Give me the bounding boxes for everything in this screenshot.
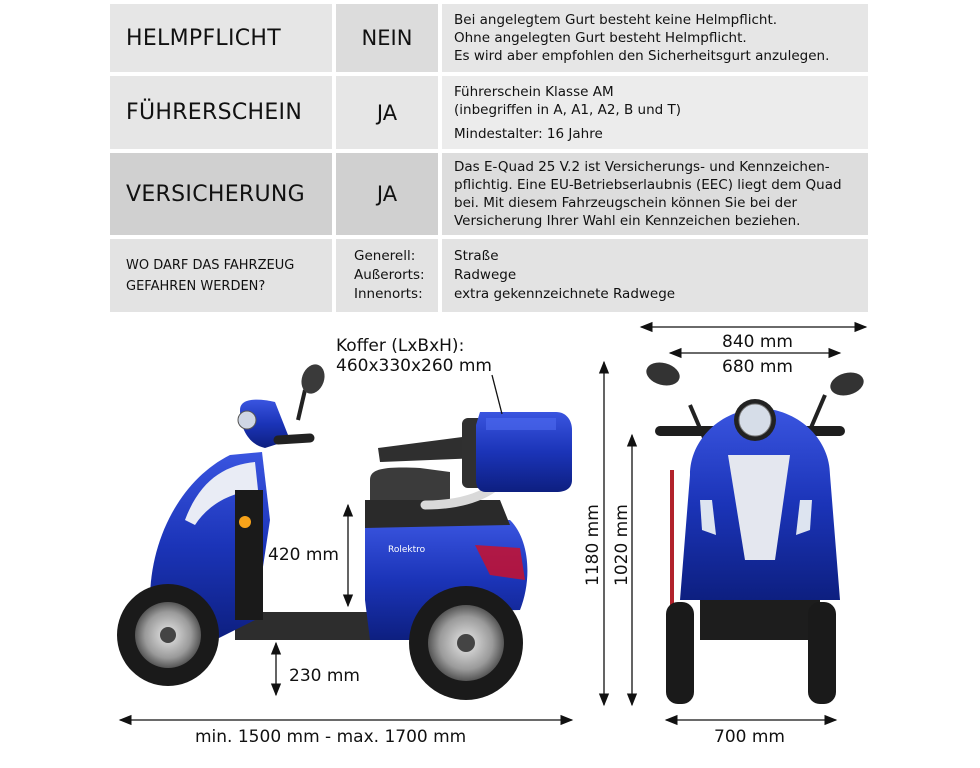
row-value: JA bbox=[376, 182, 398, 206]
row-label: HELMPFLICHT bbox=[126, 25, 281, 51]
front-view-vehicle bbox=[644, 359, 867, 704]
case-dimension-label: Koffer (LxBxH): bbox=[336, 336, 465, 356]
row-description-line: Ohne angelegten Gurt besteht Helmpflicht. bbox=[454, 30, 747, 46]
ground-clearance-label: 230 mm bbox=[289, 666, 360, 686]
right-mirror bbox=[828, 369, 867, 399]
side-rear-wheel bbox=[409, 586, 523, 700]
side-view-vehicle bbox=[117, 361, 572, 700]
row-description-line: bei. Mit diesem Fahrzeugschein können Sie bei der bbox=[454, 195, 798, 211]
row-description-line: Bei angelegtem Gurt besteht keine Helmpflicht. bbox=[454, 12, 778, 28]
side-front-wheel bbox=[117, 584, 219, 686]
left-mirror bbox=[644, 359, 683, 389]
where-area: Generell: bbox=[354, 248, 416, 264]
where-area: Außerorts: bbox=[354, 267, 425, 283]
mirror-height-label: 1020 mm bbox=[612, 504, 632, 586]
row-label: VERSICHERUNG bbox=[126, 181, 305, 207]
front-right-wheel bbox=[808, 602, 836, 704]
seat-height-label: 420 mm bbox=[268, 545, 339, 565]
row-label: FÜHRERSCHEIN bbox=[126, 100, 303, 125]
front-headlight bbox=[739, 404, 771, 436]
front-bumper bbox=[700, 600, 820, 640]
row-description-line: pflichtig. Eine EU-Betriebserlaubnis (EEC) liegt dem Quad bbox=[454, 177, 842, 193]
mirror-width-label: 840 mm bbox=[722, 332, 793, 352]
track-width-label: 700 mm bbox=[714, 727, 785, 747]
seat-cushion bbox=[370, 468, 450, 501]
length-label: min. 1500 mm - max. 1700 mm bbox=[195, 727, 467, 747]
where-road: extra gekennzeichnete Radwege bbox=[454, 286, 676, 302]
where-road: Straße bbox=[454, 248, 499, 264]
where-area: Innenorts: bbox=[354, 286, 423, 302]
front-left-wheel bbox=[666, 602, 694, 704]
steering-column bbox=[235, 490, 263, 620]
where-label-line: GEFAHREN WERDEN? bbox=[126, 278, 266, 294]
row-description-line: Versicherung Ihrer Wahl ein Kennzeichen beziehen. bbox=[454, 213, 801, 229]
mirror bbox=[298, 361, 329, 397]
brand-logo: Rolektro bbox=[388, 545, 426, 555]
row-description-line: Das E-Quad 25 V.2 ist Versicherungs- und Kennzeichen- bbox=[454, 159, 830, 175]
case-dimension-value: 460x330x260 mm bbox=[336, 356, 492, 376]
total-height-label: 1180 mm bbox=[583, 504, 603, 586]
headlight bbox=[238, 411, 256, 429]
row-description-line: Führerschein Klasse AM bbox=[454, 83, 614, 100]
handlebar-width-label: 680 mm bbox=[722, 357, 793, 377]
row-description-line: Es wird aber empfohlen den Sicherheitsgurt anzulegen. bbox=[454, 48, 830, 64]
indicator-light bbox=[239, 516, 251, 528]
where-road: Radwege bbox=[454, 267, 517, 283]
where-label-line: WO DARF DAS FAHRZEUG bbox=[126, 257, 295, 273]
row-value: JA bbox=[376, 100, 398, 125]
row-description-line: Mindestalter: 16 Jahre bbox=[454, 125, 603, 142]
row-value: NEIN bbox=[361, 26, 413, 50]
row-description-line: (inbegriffen in A, A1, A2, B und T) bbox=[454, 101, 682, 118]
